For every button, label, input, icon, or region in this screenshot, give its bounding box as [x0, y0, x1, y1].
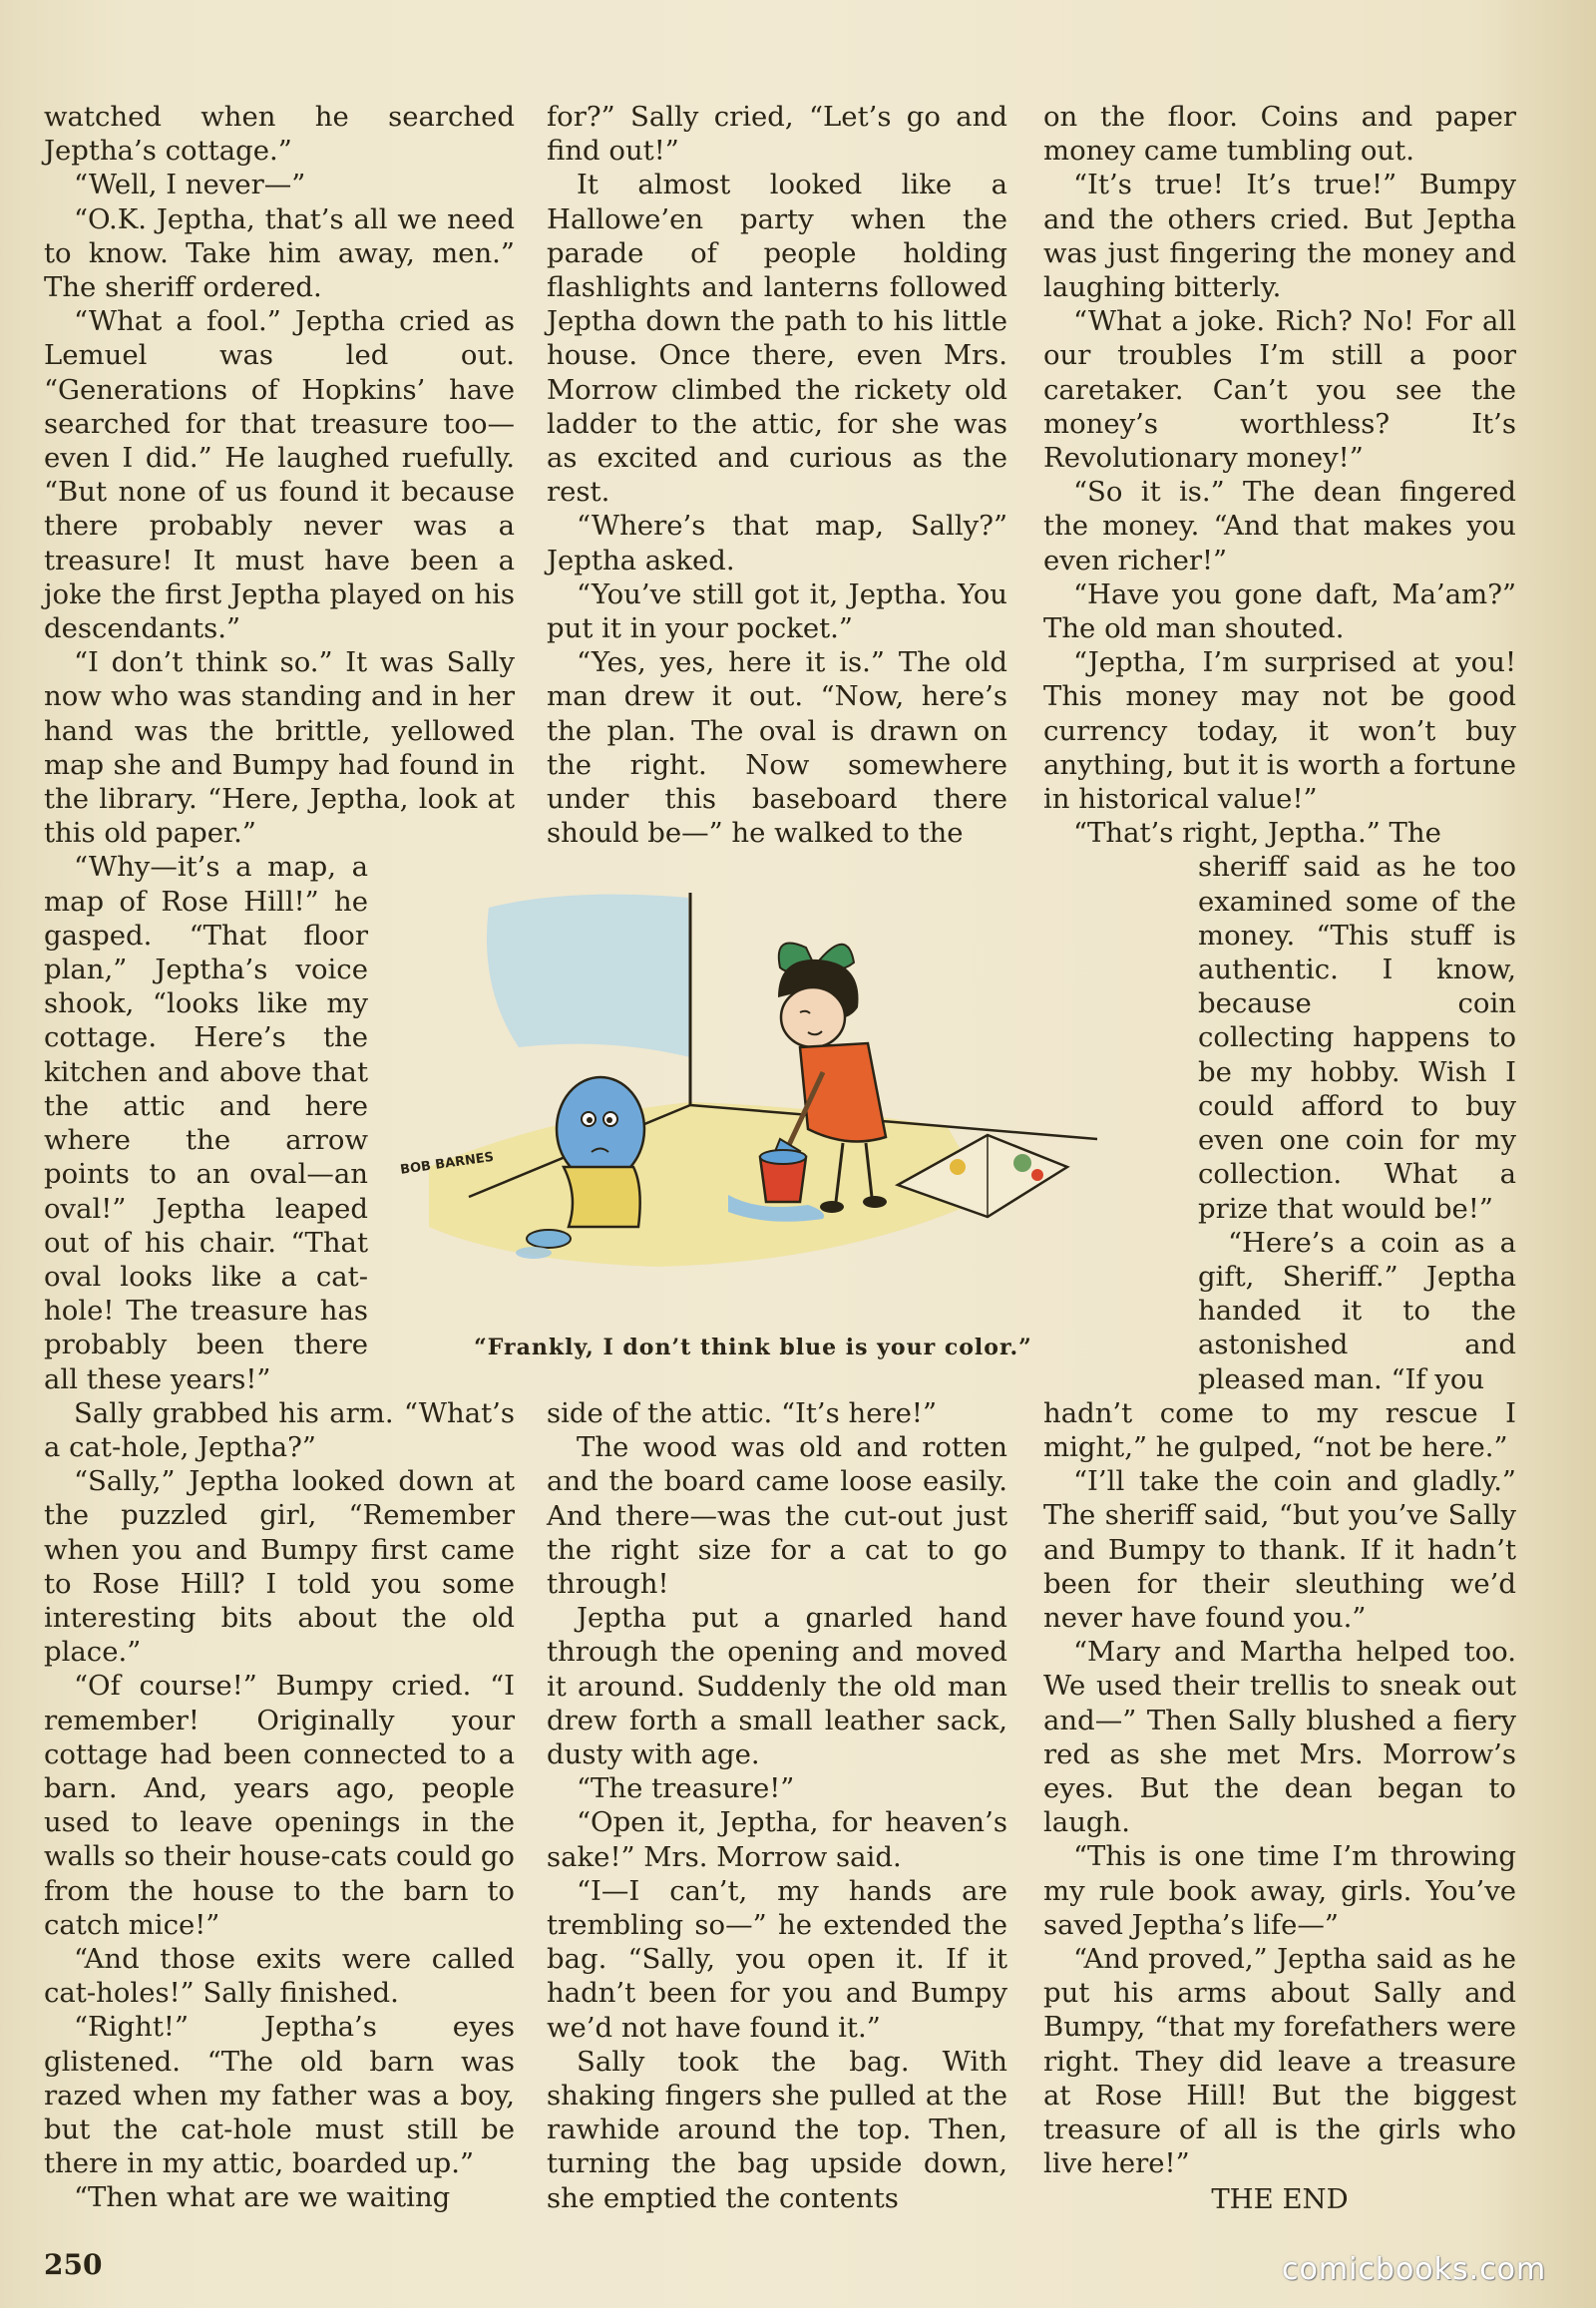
paragraph: “It’s true! It’s true!” Bumpy and the others cried. But Jeptha was just fingering the money and laughing bitterly. — [1043, 169, 1516, 304]
cartoon-illustration — [399, 868, 1127, 1277]
column-left-wrapped — [44, 850, 368, 1395]
column-left-bottom — [44, 1396, 515, 2215]
paragraph: “Why—it’s a map, a map of Rose Hill!” he gasped. “That floor plan,” Jeptha’s voice shook, “looks like my cottage. Here’s the kitchen and above that the attic and here where the arrow points to an oval—an oval!” Jeptha leaped out of his chair. “That oval looks like a cat-hole! The treasure has probably been there all these years!” — [44, 851, 368, 1395]
paragraph: “This is one time I’m throwing my rule book away, girls. You’ve saved Jeptha’s life—” — [1043, 1840, 1516, 1941]
artist-signature: BOB BARNES — [399, 1149, 496, 1178]
paragraph: “What a joke. Rich? No! For all our troubles I’m still a poor caretaker. Can’t you see the money’s worthless? It’s Revolutionary money!” — [1043, 305, 1516, 475]
paragraph: side of the attic. “It’s here!” — [547, 1397, 938, 1429]
paragraph: “Have you gone daft, Ma’am?” The old man shouted. — [1043, 577, 1516, 645]
paragraph: “Open it, Jeptha, for heaven’s sake!” Mrs. Morrow said. — [547, 1806, 1007, 1873]
paragraph: “That’s right, Jeptha.” The — [1073, 817, 1441, 850]
column-right-wrapped — [1198, 850, 1516, 1395]
paragraph: “And proved,” Jeptha said as he put his arms about Sally and Bumpy, “that my forefathers were right. They did leave a treasure at Rose Hill! But the biggest treasure of all is the girls who live here!” — [1043, 1942, 1516, 2180]
paragraph: watched when he searched Jeptha’s cottage.” — [44, 101, 515, 168]
paragraph: “So it is.” The dean fingered the money. “And that makes you even richer!” — [1043, 476, 1516, 577]
paragraph: “You’ve still got it, Jeptha. You put it in your pocket.” — [547, 577, 1007, 645]
paragraph: on the floor. Coins and paper money came tumbling out. — [1043, 101, 1516, 168]
paragraph: “Right!” Jeptha’s eyes glistened. “The old barn was razed when my father was a boy, but the cat-hole must still be there in my attic, boarded up.” — [44, 2011, 515, 2180]
paragraph: “Mary and Martha helped too. We used their trellis to sneak out and—” Then Sally blushed a fiery red as she met Mrs. Morrow’s eyes. But the dean began to laugh. — [1043, 1636, 1516, 1839]
the-end: THE END — [1211, 2183, 1349, 2216]
page-number: 250 — [44, 2248, 103, 2281]
paragraph: Jeptha put a gnarled hand through the opening and moved it around. Suddenly the old man drew forth a small leather sack, dusty with age. — [547, 1602, 1007, 1771]
paragraph: “What a fool.” Jeptha cried as Lemuel was led out. “Generations of Hopkins’ have searched for that treasure too—even I did.” He laughed ruefully. “But none of us found it because there probably never was a treasure! It must have been a joke the first Jeptha played on his descendants.” — [44, 305, 515, 645]
paragraph: Sally grabbed his arm. “What’s a cat-hole, Jeptha?” — [44, 1396, 515, 1463]
column-middle-bottom — [547, 1396, 1007, 2215]
paragraph: for?” Sally cried, “Let’s go and find out!” — [547, 101, 1007, 168]
paragraph: “I—I can’t, my hands are trembling so—” he extended the bag. “Sally, you open it. If it hadn’t been for you and Bumpy we’d not have found it.” — [547, 1874, 1007, 2044]
paragraph: “Well, I never—” — [74, 169, 306, 201]
column-right-bottom — [1043, 1396, 1516, 2217]
paragraph: “Sally,” Jeptha looked down at the puzzled girl, “Remember when you and Bumpy first came to Rose Hill? I told you some interesting bits about the old place.” — [44, 1465, 515, 1669]
paragraph: “Where’s that map, Sally?” Jeptha asked. — [547, 510, 1007, 577]
paragraph: “Then what are we waiting — [74, 2181, 451, 2214]
paragraph: “Of course!” Bumpy cried. “I remember! Originally your cottage had been connected to a barn. And, years ago, people used to leave openings in the walls so their house-cats could go from the house to the barn to catch mice!” — [44, 1670, 515, 1941]
paragraph: “O.K. Jeptha, that’s all we need to know. Take him away, men.” The sheriff ordered. — [44, 202, 515, 304]
paragraph: “I don’t think so.” It was Sally now who was standing and in her hand was the brittle, yellowed map she and Bumpy had found in the library. “Here, Jeptha, look at this old paper.” — [44, 646, 515, 850]
column-right-top — [1043, 100, 1516, 850]
paragraph: Sally took the bag. With shaking fingers she pulled at the rawhide around the top. Then, turning the bag upside down, she emptied the contents — [547, 2045, 1007, 2214]
column-middle — [547, 100, 1007, 850]
cartoon-caption: “Frankly, I don’t think blue is your color.” — [474, 1335, 1032, 1360]
watermark: comicbooks.com — [1282, 2252, 1547, 2287]
paragraph: sheriff said as he too examined some of the money. “This stuff is authentic. I know, because coin collecting happens to be my hobby. Wish I could afford to buy even one coin for my collection. What a prize that would be!” — [1198, 851, 1516, 1225]
paragraph: hadn’t come to my rescue I might,” he gulped, “not be here.” — [1043, 1396, 1516, 1463]
paragraph: “And those exits were called cat-holes!” Sally finished. — [44, 1942, 515, 2010]
paragraph: “The treasure!” — [577, 1772, 795, 1805]
paragraph: “I’ll take the coin and gladly.” The sheriff said, “but you’ve Sally and Bumpy to thank. If it hadn’t been for their sleuthing we’d never have found you.” — [1043, 1465, 1516, 1634]
paragraph: It almost looked like a Hallowe’en party when the parade of people holding flashlights and lanterns followed Jeptha down the path to his little house. Once there, even Mrs. Morrow climbed the rickety old ladder to the attic, for she was as excited and curious as the rest. — [547, 169, 1007, 509]
column-middle-top — [547, 100, 1007, 850]
wall-wash — [487, 895, 690, 1057]
paragraph: “Jeptha, I’m surprised at you! This money may not be good currency today, it won’t buy anything, but it is worth a fortune in historical value!” — [1043, 646, 1516, 816]
paragraph: “Yes, yes, here it is.” The old man drew it out. “Now, here’s the plan. The oval is drawn on the right. Now somewhere under this baseboard there should be—” he walked to the — [547, 646, 1007, 850]
paragraph: The wood was old and rotten and the board came loose easily. And there—was the cut-out just the right size for a cat to go through! — [547, 1431, 1007, 1601]
column-left-top — [44, 100, 515, 850]
paragraph: “Here’s a coin as a gift, Sheriff.” Jeptha handed it to the astonished and pleased man. “If you — [1198, 1226, 1516, 1395]
